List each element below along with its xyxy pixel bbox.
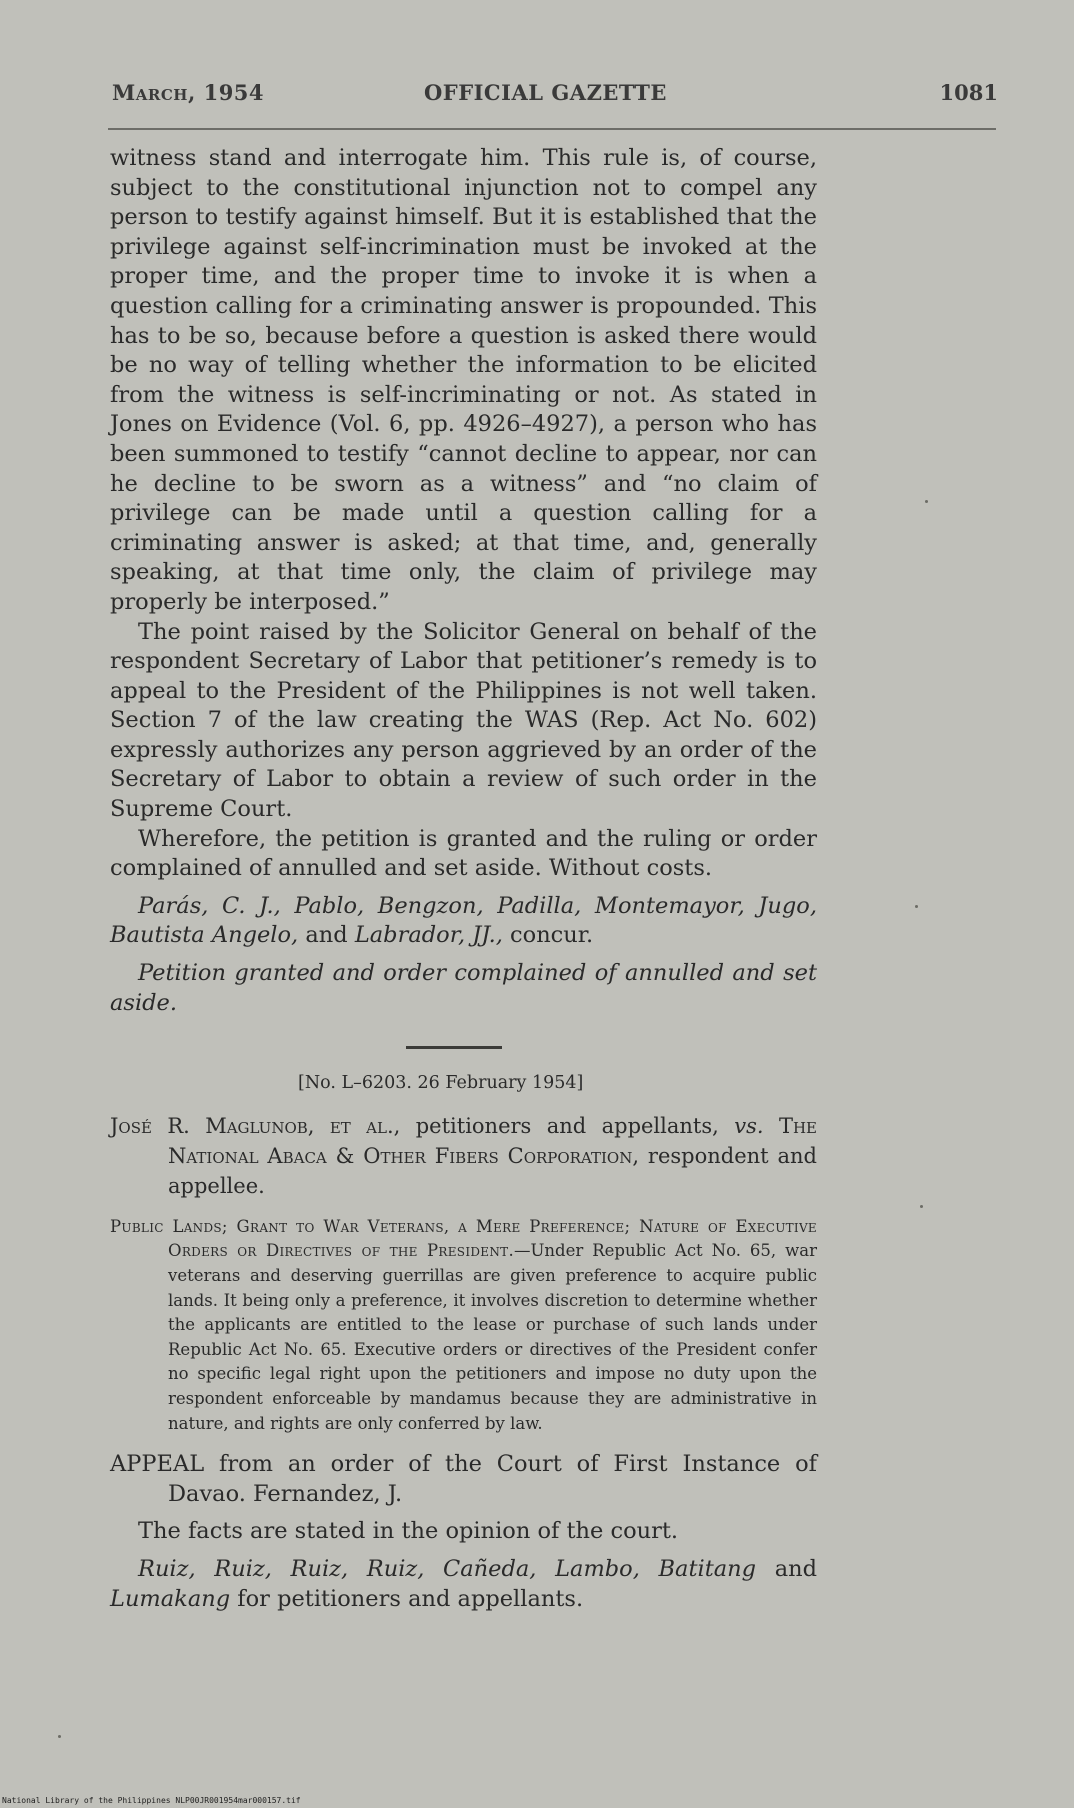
paragraph-remedy: The point raised by the Solicitor General on behalf of the respondent Secretary of Labor that petitioner’s remedy is to appeal to the President of the Philippines is not well taken. Section 7 of the law creating the WAS (Rep. Act No. 602) expressly authorizes any person aggrieved by an order of the Secretary of Labor to obtain a review of such order in the Supreme Court. [110, 618, 817, 823]
docket-number: [No. L–6203. 26 February 1954] [298, 1073, 584, 1094]
concurrence-and: and [305, 922, 348, 949]
counsel-names: Ruiz, Ruiz, Ruiz, Ruiz, Cañeda, Lambo, Batitang [138, 1555, 757, 1582]
respondent-name: The National Abaca & Other Fibers Corporation, [168, 1113, 817, 1168]
header-divider [108, 128, 996, 130]
syllabus-heading: Public Lands; Grant to War Veterans, a Mere Preference; Nature of Executive Orders or Directives of the President. [110, 1216, 817, 1261]
appeal-label: APPEAL [110, 1451, 205, 1478]
scan-speck [58, 1735, 61, 1738]
concurring-justices: Parás, C. J., Pablo, Bengzon, Padilla, Montemayor, Jugo, Bautista Angelo, [110, 892, 817, 949]
page-body [110, 144, 817, 1614]
scan-speck [920, 1205, 923, 1208]
section-divider [406, 1046, 502, 1049]
paragraph-privilege: witness stand and interrogate him. This rule is, of course, subject to the constitutional injunction not to compel any person to testify against himself. But it is established that the privilege against self-incrimination must be invoked at the proper time, and the proper time to invoke it is when a question calling for a criminating answer is propounded. This has to be so, because before a question is asked there would be no way of telling whether the information to be elicited from the witness is self-incriminating or not. As stated in Jones on Evidence (Vol. 6, pp. 4926–4927), a person who has been summoned to testify “cannot decline to appear, nor can he decline to be sworn as a witness” and “no claim of privilege can be made until a question calling for a criminating answer is asked; at that time, and, generally speaking, at that time only, the claim of privilege may properly be interposed.” [110, 145, 817, 615]
case-parties [110, 1111, 817, 1201]
petitioner-name: José R. Maglunob, et al., [110, 1113, 401, 1138]
counsel-role: for petitioners and appellants. [237, 1585, 584, 1612]
paragraph-wherefore: Wherefore, the petition is granted and the ruling or order complained of annulled and set aside. Without costs. [110, 825, 817, 882]
versus: vs. [734, 1113, 764, 1138]
concurring-justice-last: Labrador, JJ., [354, 922, 503, 949]
page-header [112, 80, 998, 110]
syllabus-text: —Under Republic Act No. 65, war veterans and deserving guerrillas are given preference to acquire public lands. It being only a preference, it involves discretion to determine whether the applicants are entitled to the lease or purchase of such lands under Republic Act No. 65. Executive orders or directives of the President confer no specific legal right upon the petitioners and impose no duty upon the respondent enforceable by mandamus because they are administrative in nature, and rights are only conferred by law. [168, 1241, 817, 1433]
counsel-line [110, 1555, 817, 1614]
scan-source-note: National Library of the Philippines NLP00JR001954mar000157.tif [2, 1796, 301, 1805]
counsel-and: and [774, 1555, 818, 1582]
syllabus [110, 1215, 817, 1436]
header-page-number: 1081 [939, 80, 998, 105]
disposition [110, 959, 817, 1018]
disposition-text: Petition granted and order complained of annulled and set aside. [110, 960, 817, 1016]
facts-line: The facts are stated in the opinion of the court. [138, 1518, 679, 1545]
appeal-line [110, 1450, 817, 1509]
concurrence-verb: concur. [510, 922, 594, 949]
scan-speck [915, 905, 918, 908]
respondent-role: respondent and appellee. [168, 1143, 817, 1198]
appeal-text: from an order of the Court of First Instance of Davao. Fernandez, J. [168, 1451, 817, 1507]
counsel-last: Lumakang [110, 1585, 231, 1612]
scan-speck [925, 500, 928, 503]
concurrence [110, 892, 817, 951]
header-date: March, 1954 [112, 80, 265, 105]
header-publication-title: OFFICIAL GAZETTE [424, 80, 667, 105]
petitioner-role: petitioners and appellants, [415, 1113, 719, 1138]
